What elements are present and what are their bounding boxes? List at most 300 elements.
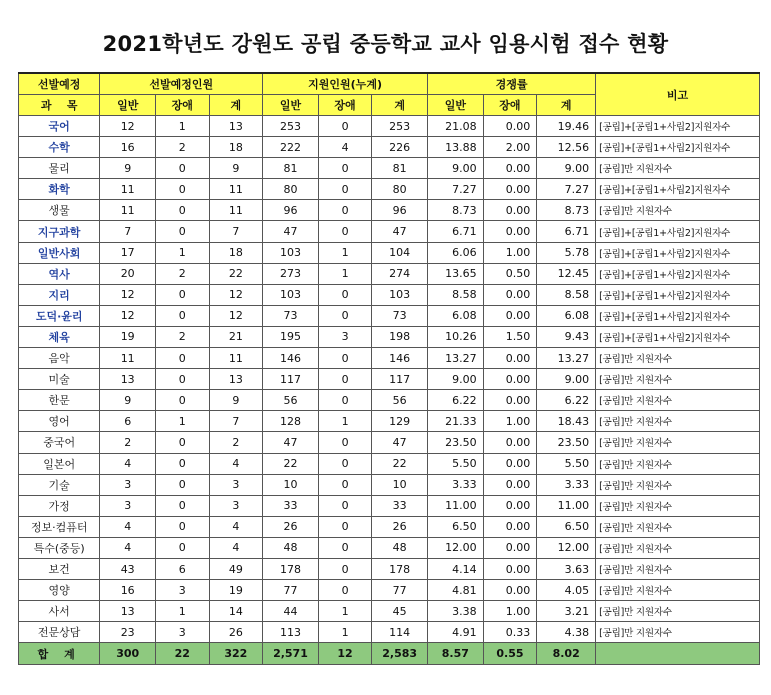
selection-disabled-cell: 1 [156,116,210,137]
rate-total-cell: 9.00 [537,158,596,179]
rate-total-cell: 3.33 [537,474,596,495]
rate-general-cell: 12.00 [428,537,484,558]
subject-cell: 지구과학 [19,221,100,242]
selection-general-cell: 17 [100,242,156,263]
selection-general-cell: 9 [100,390,156,411]
rate-total-cell: 8.73 [537,200,596,221]
note-cell: [공립]만 지원자수 [596,390,760,411]
selection-disabled-cell: 0 [156,453,210,474]
note-cell: [공립]+[공립1+사립2]지원자수 [596,284,760,305]
selection-general-cell: 9 [100,158,156,179]
selection-total-cell: 22 [209,263,263,284]
selection-general-cell: 19 [100,326,156,347]
table-row [19,348,760,369]
total-row [19,643,760,665]
subject-cell: 미술 [19,369,100,390]
rate-general-cell: 5.50 [428,453,484,474]
rate-general-cell: 13.88 [428,137,484,158]
note-cell: [공립]만 지원자수 [596,411,760,432]
total-applicants-general: 2,571 [263,643,319,665]
applicants-total-cell: 226 [372,137,428,158]
applicants-total-cell: 274 [372,263,428,284]
applicants-disabled-header: 장애 [318,95,372,116]
rate-general-cell: 6.50 [428,516,484,537]
applicants-disabled-cell: 0 [318,558,372,579]
rate-total-cell: 8.58 [537,284,596,305]
applicants-group-header: 지원인원(누계) [263,73,428,95]
rate-total-cell: 6.71 [537,221,596,242]
rate-total-cell: 11.00 [537,495,596,516]
rate-general-cell: 13.27 [428,348,484,369]
applicants-total-cell: 129 [372,411,428,432]
selection-total-cell: 2 [209,432,263,453]
selection-total-cell: 14 [209,601,263,622]
selection-total-cell: 11 [209,179,263,200]
selection-general-cell: 3 [100,495,156,516]
note-cell: [공립]만 지원자수 [596,158,760,179]
applicants-general-cell: 273 [263,263,319,284]
selection-disabled-cell: 1 [156,411,210,432]
total-selection-total: 322 [209,643,263,665]
selection-general-cell: 12 [100,305,156,326]
applicants-total-cell: 45 [372,601,428,622]
total-applicants-disabled: 12 [318,643,372,665]
applicants-general-cell: 80 [263,179,319,200]
rate-disabled-cell: 0.00 [483,432,537,453]
rate-disabled-cell: 0.33 [483,622,537,643]
applicants-disabled-cell: 0 [318,284,372,305]
selection-general-cell: 20 [100,263,156,284]
table-row [19,116,760,137]
applicants-total-cell: 117 [372,369,428,390]
rate-disabled-cell: 0.00 [483,200,537,221]
applicants-total-cell: 114 [372,622,428,643]
selection-total-cell: 18 [209,137,263,158]
rate-general-cell: 10.26 [428,326,484,347]
applicants-disabled-cell: 4 [318,137,372,158]
table-row [19,474,760,495]
applicants-total-cell: 48 [372,537,428,558]
selection-disabled-cell: 0 [156,516,210,537]
subject-header-line2: 과 목 [19,95,100,116]
rate-disabled-cell: 0.00 [483,390,537,411]
rate-general-cell: 21.33 [428,411,484,432]
rate-disabled-cell: 1.00 [483,411,537,432]
rate-general-cell: 7.27 [428,179,484,200]
selection-total-cell: 11 [209,200,263,221]
selection-general-cell: 12 [100,284,156,305]
selection-disabled-cell: 2 [156,137,210,158]
selection-total-cell: 4 [209,453,263,474]
selection-total-cell: 26 [209,622,263,643]
subject-cell: 특수(중등) [19,537,100,558]
applicants-disabled-cell: 1 [318,263,372,284]
selection-total-cell: 3 [209,474,263,495]
selection-group-header: 선발예정인원 [100,73,263,95]
applicants-general-cell: 222 [263,137,319,158]
subject-cell: 국어 [19,116,100,137]
applicants-general-cell: 128 [263,411,319,432]
note-header: 비고 [596,73,760,116]
note-cell: [공립]+[공립1+사립2]지원자수 [596,242,760,263]
rate-disabled-cell: 0.00 [483,305,537,326]
selection-general-header: 일반 [100,95,156,116]
applicants-total-cell: 33 [372,495,428,516]
selection-disabled-cell: 3 [156,622,210,643]
table-row [19,390,760,411]
note-cell: [공립]만 지원자수 [596,601,760,622]
applicants-disabled-cell: 0 [318,369,372,390]
selection-general-cell: 2 [100,432,156,453]
applicants-general-cell: 103 [263,284,319,305]
table-row [19,369,760,390]
note-cell: [공립]+[공립1+사립2]지원자수 [596,305,760,326]
selection-general-cell: 16 [100,580,156,601]
subject-cell: 역사 [19,263,100,284]
selection-disabled-cell: 0 [156,158,210,179]
table-row [19,221,760,242]
subject-cell: 영어 [19,411,100,432]
applicants-total-cell: 104 [372,242,428,263]
applicants-total-cell: 73 [372,305,428,326]
selection-disabled-cell: 2 [156,326,210,347]
note-cell: [공립]만 지원자수 [596,516,760,537]
rate-general-cell: 4.81 [428,580,484,601]
selection-general-cell: 43 [100,558,156,579]
applicants-general-cell: 96 [263,200,319,221]
table-row [19,137,760,158]
applicants-general-cell: 117 [263,369,319,390]
applicants-general-cell: 48 [263,537,319,558]
selection-disabled-cell: 0 [156,348,210,369]
selection-general-cell: 11 [100,348,156,369]
table-row [19,495,760,516]
page-title: 2021학년도 강원도 공립 중등학교 교사 임용시험 접수 현황 [102,32,669,56]
subject-cell: 사서 [19,601,100,622]
note-cell: [공립]+[공립1+사립2]지원자수 [596,263,760,284]
rate-general-cell: 4.14 [428,558,484,579]
note-cell: [공립]+[공립1+사립2]지원자수 [596,137,760,158]
rate-general-cell: 4.91 [428,622,484,643]
subject-cell: 정보·컴퓨터 [19,516,100,537]
subject-cell: 기술 [19,474,100,495]
subject-cell: 생물 [19,200,100,221]
rate-disabled-cell: 0.00 [483,516,537,537]
selection-general-cell: 11 [100,179,156,200]
selection-disabled-cell: 0 [156,179,210,200]
rate-total-cell: 9.43 [537,326,596,347]
rate-general-cell: 21.08 [428,116,484,137]
total-selection-disabled: 22 [156,643,210,665]
applicants-disabled-cell: 3 [318,326,372,347]
total-selection-general: 300 [100,643,156,665]
rate-total-cell: 12.00 [537,537,596,558]
applicants-general-cell: 47 [263,432,319,453]
rate-disabled-cell: 0.00 [483,495,537,516]
applicants-general-cell: 22 [263,453,319,474]
selection-general-cell: 16 [100,137,156,158]
selection-total-cell: 12 [209,284,263,305]
selection-disabled-cell: 0 [156,432,210,453]
applicants-general-cell: 195 [263,326,319,347]
rate-disabled-cell: 0.00 [483,348,537,369]
selection-general-cell: 13 [100,601,156,622]
applicants-total-cell: 77 [372,580,428,601]
note-cell: [공립]만 지원자수 [596,432,760,453]
note-cell: [공립]만 지원자수 [596,558,760,579]
applicants-total-cell: 96 [372,200,428,221]
applicants-general-cell: 113 [263,622,319,643]
selection-general-cell: 13 [100,369,156,390]
applicants-general-cell: 81 [263,158,319,179]
applicants-disabled-cell: 0 [318,580,372,601]
selection-total-cell: 49 [209,558,263,579]
rate-disabled-cell: 0.00 [483,158,537,179]
rate-disabled-cell: 0.00 [483,558,537,579]
selection-general-cell: 7 [100,221,156,242]
selection-disabled-cell: 3 [156,580,210,601]
rate-general-cell: 11.00 [428,495,484,516]
applicants-general-cell: 77 [263,580,319,601]
subject-cell: 체육 [19,326,100,347]
table-row [19,411,760,432]
rate-general-cell: 13.65 [428,263,484,284]
table-row [19,453,760,474]
applicants-disabled-cell: 0 [318,516,372,537]
applicants-general-cell: 10 [263,474,319,495]
applicants-general-cell: 178 [263,558,319,579]
applicants-total-cell: 80 [372,179,428,200]
rate-total-cell: 13.27 [537,348,596,369]
applicants-general-cell: 33 [263,495,319,516]
rate-general-cell: 6.71 [428,221,484,242]
rate-total-cell: 5.50 [537,453,596,474]
rate-total-cell: 3.21 [537,601,596,622]
subject-cell: 한문 [19,390,100,411]
applicants-disabled-cell: 1 [318,411,372,432]
selection-disabled-cell: 1 [156,242,210,263]
table-row [19,158,760,179]
selection-disabled-cell: 0 [156,200,210,221]
subject-cell: 지리 [19,284,100,305]
table-row [19,284,760,305]
rate-total-cell: 6.50 [537,516,596,537]
note-cell: [공립]+[공립1+사립2]지원자수 [596,116,760,137]
rate-total-cell: 12.56 [537,137,596,158]
rate-disabled-cell: 0.00 [483,474,537,495]
selection-disabled-cell: 0 [156,305,210,326]
applicants-total-cell: 10 [372,474,428,495]
applicants-disabled-cell: 0 [318,116,372,137]
rate-general-cell: 9.00 [428,369,484,390]
selection-total-cell: 7 [209,221,263,242]
competition-group-header: 경쟁률 [428,73,596,95]
table-row [19,305,760,326]
selection-disabled-cell: 1 [156,601,210,622]
subject-cell: 일반사회 [19,242,100,263]
applicants-disabled-cell: 0 [318,348,372,369]
total-rate-general: 8.57 [428,643,484,665]
applicants-disabled-cell: 0 [318,179,372,200]
selection-disabled-cell: 6 [156,558,210,579]
rate-total-cell: 19.46 [537,116,596,137]
note-cell: [공립]만 지원자수 [596,495,760,516]
selection-total-cell: 18 [209,242,263,263]
applicants-general-cell: 253 [263,116,319,137]
applicants-disabled-cell: 0 [318,453,372,474]
rate-general-cell: 8.58 [428,284,484,305]
rate-general-cell: 3.33 [428,474,484,495]
note-cell: [공립]만 지원자수 [596,369,760,390]
rate-total-cell: 6.22 [537,390,596,411]
applicants-total-cell: 146 [372,348,428,369]
rate-general-cell: 6.08 [428,305,484,326]
selection-total-cell: 3 [209,495,263,516]
subject-header-line1: 선발예정 [19,73,100,95]
selection-total-cell: 12 [209,305,263,326]
subject-cell: 일본어 [19,453,100,474]
table-row [19,326,760,347]
selection-disabled-cell: 0 [156,284,210,305]
applicants-total-cell: 47 [372,221,428,242]
selection-disabled-cell: 2 [156,263,210,284]
subject-cell: 영양 [19,580,100,601]
subject-cell: 가정 [19,495,100,516]
selection-total-cell: 4 [209,516,263,537]
total-rate-disabled: 0.55 [483,643,537,665]
table-row [19,622,760,643]
rate-total-cell: 9.00 [537,369,596,390]
selection-total-cell: 19 [209,580,263,601]
subject-cell: 화학 [19,179,100,200]
note-cell: [공립]+[공립1+사립2]지원자수 [596,221,760,242]
rate-total-cell: 12.45 [537,263,596,284]
applicants-total-cell: 81 [372,158,428,179]
table-row [19,516,760,537]
table-row [19,558,760,579]
total-rate-total: 8.02 [537,643,596,665]
applicants-disabled-cell: 0 [318,432,372,453]
rate-disabled-cell: 0.00 [483,116,537,137]
competition-general-header: 일반 [428,95,484,116]
selection-total-cell: 9 [209,390,263,411]
rate-disabled-cell: 0.00 [483,284,537,305]
selection-total-cell: 9 [209,158,263,179]
total-note [596,643,760,665]
selection-disabled-cell: 0 [156,474,210,495]
rate-total-cell: 23.50 [537,432,596,453]
rate-disabled-cell: 2.00 [483,137,537,158]
rate-disabled-cell: 0.00 [483,221,537,242]
note-cell: [공립]만 지원자수 [596,537,760,558]
rate-general-cell: 6.06 [428,242,484,263]
rate-total-cell: 7.27 [537,179,596,200]
selection-disabled-cell: 0 [156,369,210,390]
rate-disabled-cell: 0.00 [483,179,537,200]
applicants-disabled-cell: 0 [318,495,372,516]
competition-disabled-header: 장애 [483,95,537,116]
selection-general-cell: 4 [100,516,156,537]
rate-disabled-cell: 1.50 [483,326,537,347]
applicants-general-cell: 47 [263,221,319,242]
rate-disabled-cell: 1.00 [483,242,537,263]
note-cell: [공립]만 지원자수 [596,474,760,495]
applicants-general-cell: 44 [263,601,319,622]
subject-cell: 음악 [19,348,100,369]
selection-general-cell: 6 [100,411,156,432]
table-row [19,200,760,221]
table-row [19,242,760,263]
applicants-total-header: 계 [372,95,428,116]
applicants-total-cell: 22 [372,453,428,474]
applicants-total-cell: 178 [372,558,428,579]
total-applicants-total: 2,583 [372,643,428,665]
selection-total-cell: 13 [209,116,263,137]
table-row [19,580,760,601]
rate-general-cell: 6.22 [428,390,484,411]
rate-total-cell: 4.38 [537,622,596,643]
subject-cell: 보건 [19,558,100,579]
applicants-total-cell: 103 [372,284,428,305]
selection-general-cell: 23 [100,622,156,643]
selection-total-header: 계 [209,95,263,116]
applicants-disabled-cell: 1 [318,242,372,263]
applicants-total-cell: 253 [372,116,428,137]
rate-total-cell: 6.08 [537,305,596,326]
rate-total-cell: 18.43 [537,411,596,432]
note-cell: [공립]만 지원자수 [596,580,760,601]
note-cell: [공립]+[공립1+사립2]지원자수 [596,326,760,347]
table-row [19,179,760,200]
selection-general-cell: 11 [100,200,156,221]
applicants-general-cell: 26 [263,516,319,537]
note-cell: [공립]만 지원자수 [596,622,760,643]
applicants-disabled-cell: 0 [318,537,372,558]
subject-cell: 도덕·윤리 [19,305,100,326]
competition-total-header: 계 [537,95,596,116]
selection-total-cell: 13 [209,369,263,390]
applicants-general-header: 일반 [263,95,319,116]
selection-general-cell: 3 [100,474,156,495]
rate-total-cell: 4.05 [537,580,596,601]
rate-total-cell: 3.63 [537,558,596,579]
selection-disabled-cell: 0 [156,390,210,411]
applicants-total-cell: 47 [372,432,428,453]
applicants-general-cell: 103 [263,242,319,263]
table-row [19,263,760,284]
applicants-disabled-cell: 0 [318,390,372,411]
rate-general-cell: 3.38 [428,601,484,622]
applicants-general-cell: 146 [263,348,319,369]
rate-disabled-cell: 0.00 [483,537,537,558]
applicants-disabled-cell: 0 [318,221,372,242]
subject-cell: 전문상담 [19,622,100,643]
rate-disabled-cell: 0.00 [483,369,537,390]
applicants-disabled-cell: 1 [318,601,372,622]
table-row [19,601,760,622]
applicants-disabled-cell: 0 [318,474,372,495]
subject-cell: 중국어 [19,432,100,453]
rate-disabled-cell: 1.00 [483,601,537,622]
table-row [19,432,760,453]
selection-total-cell: 4 [209,537,263,558]
selection-general-cell: 4 [100,453,156,474]
selection-disabled-cell: 0 [156,537,210,558]
selection-total-cell: 7 [209,411,263,432]
applicants-total-cell: 198 [372,326,428,347]
subject-cell: 물리 [19,158,100,179]
applicants-disabled-cell: 0 [318,305,372,326]
